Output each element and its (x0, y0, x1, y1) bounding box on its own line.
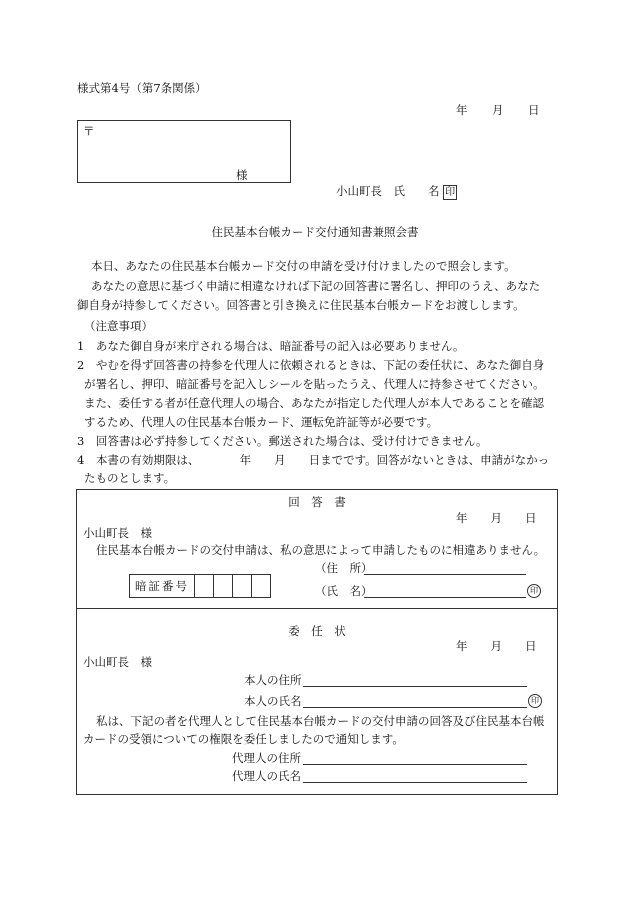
proxy-self-address-label: 本人の住所 (244, 673, 302, 687)
reply-seal-mark: 印 (527, 584, 541, 598)
reply-seal (527, 582, 541, 598)
issuer-title: 小山町長 氏 名 (336, 184, 440, 198)
recipient-sama: 様 (236, 168, 248, 182)
issue-date: 年 月 日 (456, 103, 540, 117)
proxy-self-name-label: 本人の氏名 (244, 694, 302, 708)
note-3: 3 回答書は必ず持参してください。郵送された場合は、受け付けできません。 (77, 434, 488, 448)
pin-digit-2[interactable] (214, 575, 233, 598)
pin-digit-4[interactable] (252, 575, 271, 598)
pin-digit-1[interactable] (195, 575, 214, 598)
reply-name-label: （氏 名） (315, 584, 373, 598)
postal-mark: 〒 (83, 124, 95, 138)
reply-title: 回 答 書 (288, 495, 346, 509)
pin-table (129, 574, 271, 598)
pin-digit-3[interactable] (233, 575, 252, 598)
proxy-self-name-field[interactable] (303, 707, 527, 708)
proxy-seal-mark: 印 (528, 694, 542, 708)
section-divider (77, 608, 557, 609)
recipient-address-box (77, 120, 291, 183)
note-2b: が署名し、押印、暗証番号を記入しシールを貼ったうえ、代理人に持参させてください。 (84, 377, 545, 391)
note-2c: また、委任する者が任意代理人の場合、あなたが指定した代理人が本人であることを確認 (84, 396, 544, 410)
issuer-line (336, 183, 457, 200)
reply-address-label: （住 所） (315, 561, 373, 575)
response-section (76, 489, 558, 795)
note-4b: たものとします。 (84, 471, 176, 485)
proxy-statement-a: 私は、下記の者を代理人として住民基本台帳カードの交付申請の回答及び住民基本台帳 (96, 714, 545, 728)
issuer-seal: 印 (445, 187, 456, 198)
proxy-self-address-field[interactable] (303, 686, 527, 687)
reply-addressee: 小山町長 様 (83, 526, 152, 540)
agent-name-label: 代理人の氏名 (232, 769, 301, 783)
agent-address-field[interactable] (303, 764, 527, 765)
reply-address-field[interactable] (364, 574, 526, 575)
agent-address-label: 代理人の住所 (232, 751, 301, 765)
reply-date: 年 月 日 (456, 511, 537, 525)
proxy-title: 委 任 状 (288, 624, 346, 638)
proxy-statement-b: カードの受領についての権限を委任しましたので通知します。 (83, 732, 404, 746)
proxy-seal (528, 692, 542, 708)
proxy-date: 年 月 日 (456, 639, 537, 653)
note-1: 1 あなた御自身が来庁される場合は、暗証番号の記入は必要ありません。 (77, 339, 465, 353)
body-paragraph-2a: あなたの意思に基づく申請に相違なければ下記の回答書に署名し、押印のうえ、あなた (91, 279, 541, 293)
note-4a: 4 本書の有効期限は、 年 月 日までです。回答がないときは、申請がなかっ (77, 453, 550, 467)
note-2a: 2 やむを得ず回答書の持参を代理人に依頼されるときは、下記の委任状に、あなた御自身 (77, 358, 545, 372)
pin-label: 暗証番号 (130, 575, 195, 598)
body-paragraph-2b: 御自身が持参してください。回答書と引き換えに住民基本台帳カードをお渡しします。 (77, 298, 525, 312)
proxy-addressee: 小山町長 様 (83, 655, 152, 669)
reply-name-field[interactable] (364, 597, 526, 598)
notes-heading: （注意事項） (84, 319, 153, 333)
agent-name-field[interactable] (303, 782, 527, 783)
document-title: 住民基本台帳カード交付通知書兼照会書 (211, 225, 419, 239)
body-paragraph-1: 本日、あなたの住民基本台帳カード交付の申請を受け付けましたので照会します。 (91, 259, 516, 273)
reply-statement: 住民基本台帳カードの交付申請は、私の意思によって申請したものに相違ありません。 (96, 543, 546, 557)
form-label: 様式第4号（第7条関係） (77, 81, 207, 95)
note-2d: するため、代理人の住民基本台帳カード、運転免許証等が必要です。 (84, 415, 439, 429)
